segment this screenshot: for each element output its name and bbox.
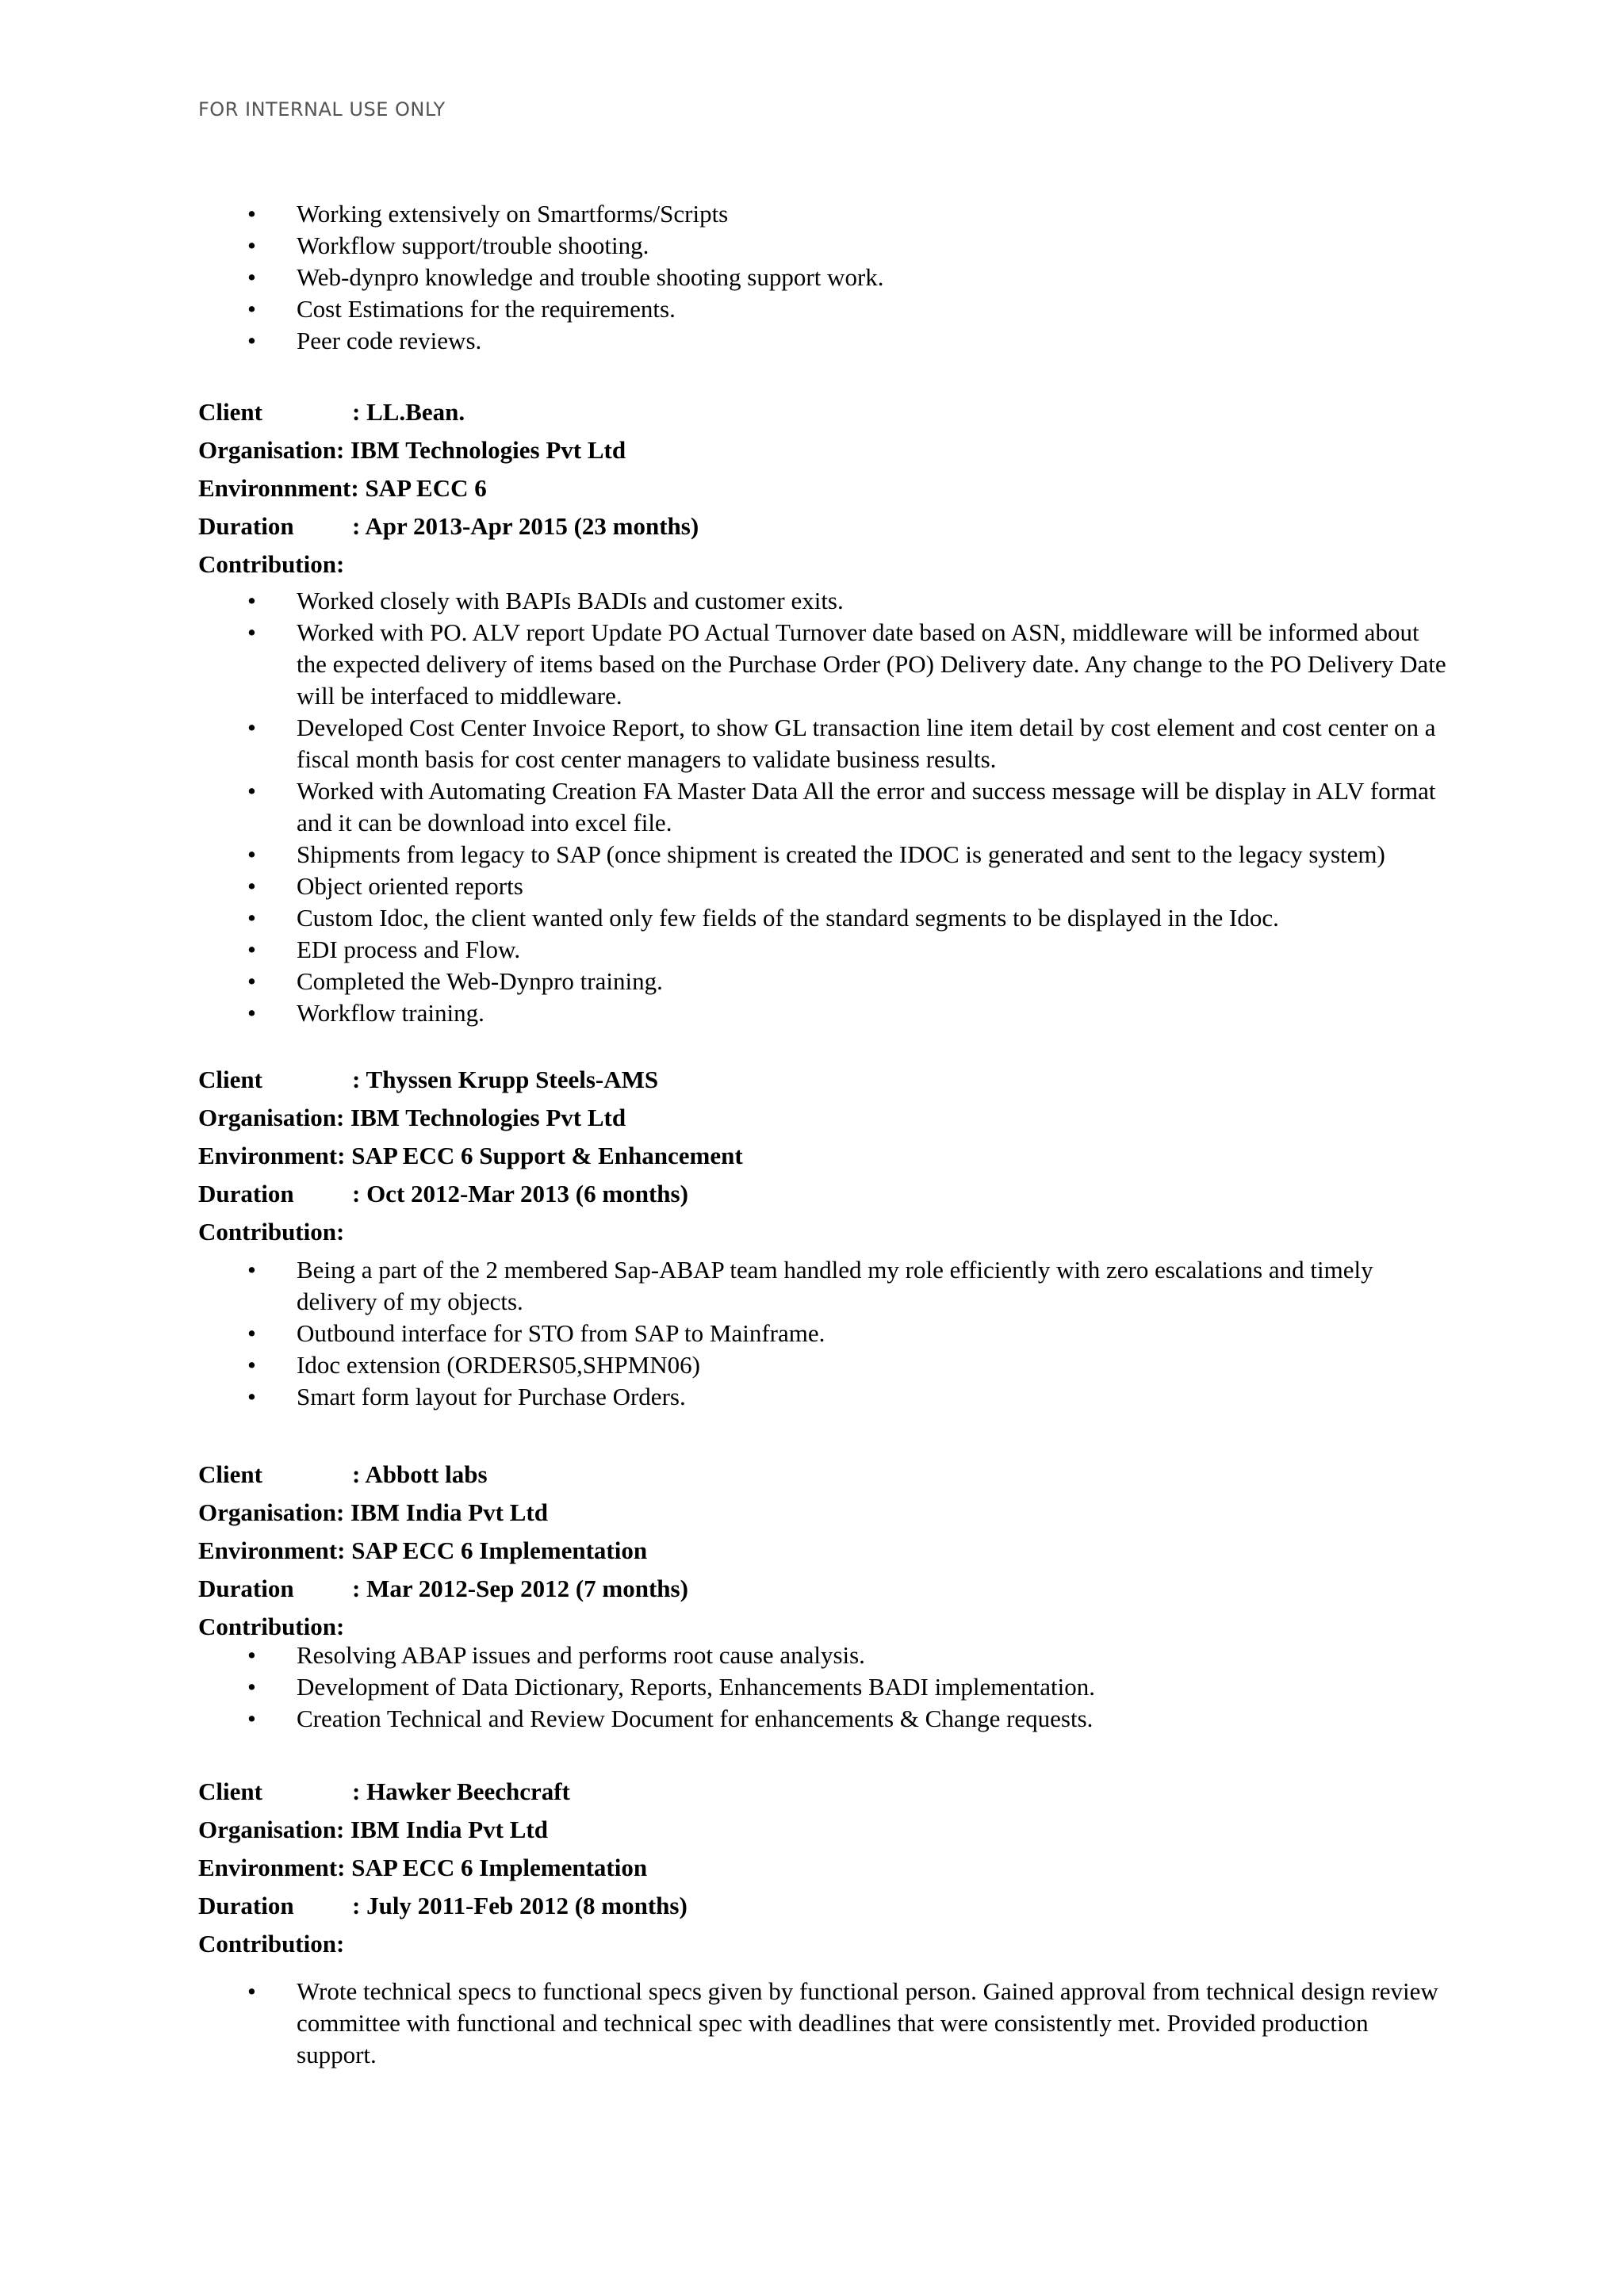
duration-row: Duration : July 2011-Feb 2012 (8 months) [198, 1892, 688, 1919]
environment-row: Environnment: SAP ECC 6 [198, 474, 487, 502]
bullet-icon: • [247, 587, 256, 614]
list-item: • Being a part of the 2 membered Sap-ABAP team handled my role efficiently with zero escalations and timely delivery of my objects. [247, 1256, 1373, 1315]
bullet-icon: • [247, 777, 256, 805]
list-item: • Object oriented reports [198, 871, 1451, 902]
environment-row: Environment: SAP ECC 6 Implementation [198, 1536, 648, 1564]
list-item: • Completed the Web-Dynpro training. [198, 966, 1451, 997]
bullet-icon: • [247, 1351, 256, 1379]
contribution-heading: Contribution: [198, 1218, 345, 1246]
project-details-abbott-labs [198, 1456, 1451, 1646]
bullet-icon: • [247, 967, 256, 995]
bullet-icon: • [247, 232, 256, 259]
list-item: • Shipments from legacy to SAP (once shipment is created the IDOC is generated and sent to the legacy system) [198, 839, 1451, 871]
list-item: • Development of Data Dictionary, Reports, Enhancements BADI implementation. [198, 1671, 1451, 1703]
duration-row: Duration : Oct 2012-Mar 2013 (6 months) [198, 1180, 688, 1207]
organisation-row: Organisation: IBM India Pvt Ltd [198, 1816, 548, 1843]
intro-bullet-list [198, 198, 1451, 357]
bullet-icon: • [247, 295, 256, 323]
bullet-icon: • [247, 1641, 256, 1669]
organisation-row: Organisation: IBM Technologies Pvt Ltd [198, 436, 626, 464]
organisation-row: Organisation: IBM India Pvt Ltd [198, 1498, 548, 1526]
contribution-list-thyssen-krupp [198, 1254, 1451, 1413]
bullet-icon: • [247, 618, 256, 646]
list-item: • Idoc extension (ORDERS05,SHPMN06) [198, 1349, 1451, 1381]
duration-row: Duration : Mar 2012-Sep 2012 (7 months) [198, 1575, 688, 1602]
list-item: • Cost Estimations for the requirements. [198, 293, 1451, 325]
contribution-heading: Contribution: [198, 550, 345, 578]
list-item: • Peer code reviews. [198, 325, 1451, 357]
bullet-icon: • [247, 936, 256, 963]
list-item: • Resolving ABAP issues and performs root cause analysis. [198, 1640, 1451, 1671]
duration-row: Duration : Apr 2013-Apr 2015 (23 months) [198, 512, 699, 540]
bullet-icon: • [247, 1705, 256, 1732]
client-row: Client : Abbott labs [198, 1460, 488, 1488]
list-item: • Worked closely with BAPIs BADIs and customer exits. [198, 585, 1451, 617]
environment-row: Environment: SAP ECC 6 Implementation [198, 1854, 648, 1881]
contribution-heading: Contribution: [198, 1613, 345, 1640]
list-item: • Smart form layout for Purchase Orders. [198, 1381, 1451, 1413]
list-item: • Wrote technical specs to functional specs given by functional person. Gained approval from technical design review committee with functional and technical spec with deadlines that were consistently met. Provided production support. [247, 1977, 1438, 2068]
bullet-icon: • [247, 1673, 256, 1701]
list-item: • EDI process and Flow. [198, 934, 1451, 966]
environment-row: Environment: SAP ECC 6 Support & Enhancement [198, 1142, 743, 1169]
bullet-icon: • [247, 1977, 256, 2005]
bullet-icon: • [247, 263, 256, 291]
bullet-icon: • [247, 840, 256, 868]
contribution-heading: Contribution: [198, 1930, 345, 1957]
bullet-icon: • [247, 1383, 256, 1410]
contribution-list-llbean [198, 585, 1451, 1029]
organisation-row: Organisation: IBM Technologies Pvt Ltd [198, 1104, 626, 1131]
list-item: • Custom Idoc, the client wanted only few fields of the standard segments to be displayed in the Idoc. [198, 902, 1451, 934]
bullet-icon: • [247, 714, 256, 741]
project-details-hawker-beechcraft [198, 1773, 1451, 1963]
list-item: • Outbound interface for STO from SAP to Mainframe. [198, 1318, 1451, 1349]
bullet-icon: • [247, 327, 256, 354]
bullet-icon: • [247, 872, 256, 900]
list-item: • Developed Cost Center Invoice Report, to show GL transaction line item detail by cost element and cost center on a fiscal month basis for cost center managers to validate business results. [247, 714, 1436, 773]
contribution-list-abbott-labs [198, 1640, 1451, 1735]
list-item: • Worked with Automating Creation FA Master Data All the error and success message will be display in ALV format and it can be download into excel file. [247, 777, 1436, 836]
bullet-icon: • [247, 904, 256, 932]
client-row: Client : Thyssen Krupp Steels-AMS [198, 1066, 659, 1093]
client-row: Client : Hawker Beechcraft [198, 1777, 570, 1805]
list-item: • Workflow training. [198, 997, 1451, 1029]
list-item: • Web-dynpro knowledge and trouble shooting support work. [198, 262, 1451, 293]
list-item: • Creation Technical and Review Document for enhancements & Change requests. [198, 1703, 1451, 1735]
list-item: • Workflow support/trouble shooting. [198, 230, 1451, 262]
bullet-icon: • [247, 999, 256, 1027]
page-header: FOR INTERNAL USE ONLY [198, 98, 446, 121]
client-row: Client : LL.Bean. [198, 398, 465, 426]
bullet-icon: • [247, 1319, 256, 1347]
project-details-llbean [198, 393, 1451, 584]
list-item: • Working extensively on Smartforms/Scripts [198, 198, 1451, 230]
list-item: • Worked with PO. ALV report Update PO Actual Turnover date based on ASN, middleware will be informed about the expected delivery of items based on the Purchase Order (PO) Delivery date. Any change to the PO Delivery Date will be interfaced to middleware. [247, 618, 1446, 710]
project-details-thyssen-krupp [198, 1061, 1451, 1251]
contribution-list-hawker-beechcraft [198, 1976, 1451, 2071]
bullet-icon: • [247, 200, 256, 228]
bullet-icon: • [247, 1256, 256, 1284]
